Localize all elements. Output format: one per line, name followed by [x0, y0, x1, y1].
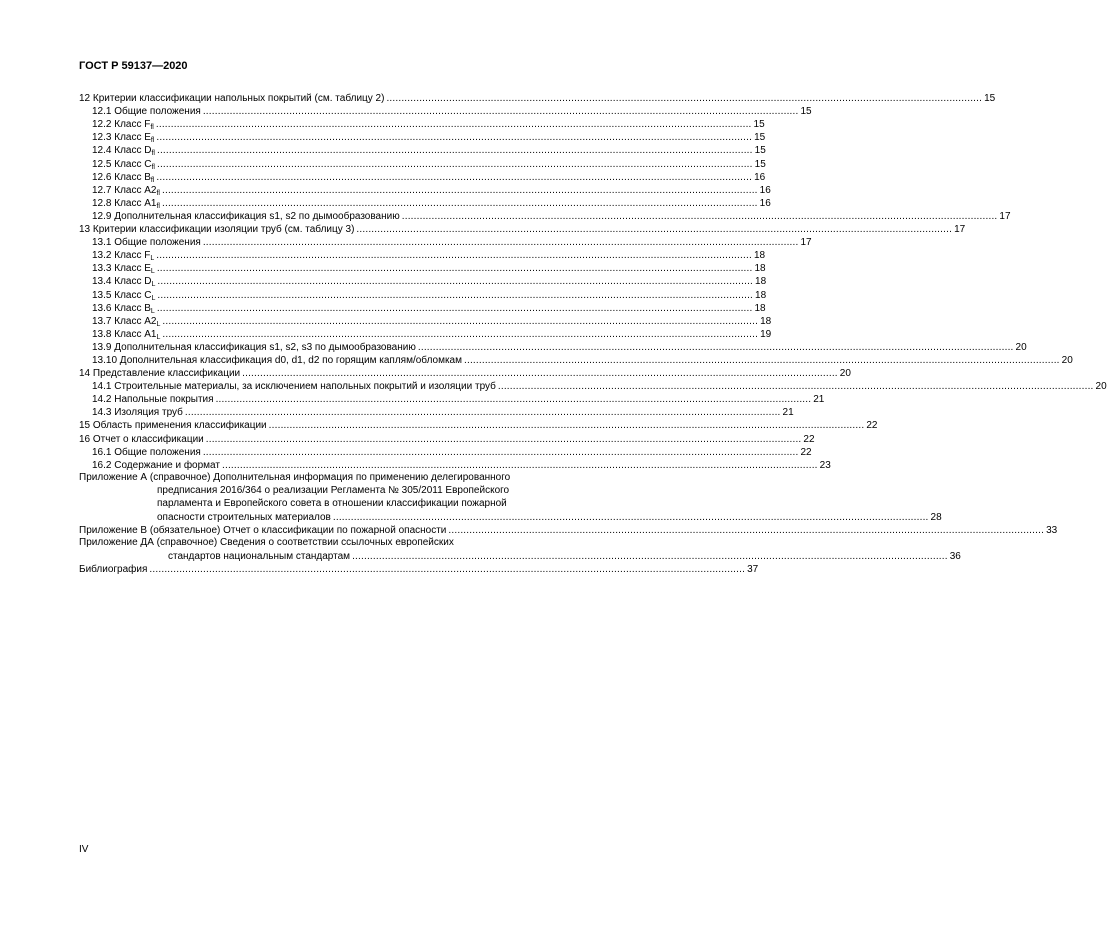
toc-page-number: 18	[754, 263, 766, 275]
toc-entry[interactable]	[79, 419, 878, 432]
dot-leader: ........................................................................................................................................................................................................	[155, 119, 752, 131]
class-subscript: L	[150, 255, 155, 263]
dot-leader: ........................................................................................................................................................................................................	[386, 93, 983, 105]
toc-entry-title: 13.5 Класс C	[92, 289, 152, 301]
toc-page-number: 16	[759, 197, 771, 209]
toc-entry[interactable]	[79, 302, 766, 315]
toc-entry-title: 13.8 Класс A1	[92, 328, 157, 340]
toc-entry[interactable]	[79, 249, 766, 263]
toc-page-number: 20	[1015, 341, 1027, 353]
toc-entry-text	[92, 329, 160, 341]
toc-page-number: 15	[754, 132, 766, 144]
toc-entry-text	[92, 290, 155, 302]
toc-entry[interactable]	[79, 459, 831, 472]
toc-entry[interactable]	[79, 406, 794, 419]
toc-entry-title: 14.1 Строительные материалы, за исключением напольных покрытий и изоляции труб	[92, 381, 496, 393]
toc-page-number: 36	[949, 551, 961, 563]
dot-leader: ........................................................................................................................................................................................................	[184, 407, 781, 419]
toc-page-number: 15	[984, 93, 996, 105]
toc-entry-text	[92, 211, 400, 223]
class-subscript: fl	[151, 150, 155, 158]
toc-entry-text	[92, 303, 155, 315]
toc-page-number: 21	[813, 394, 825, 406]
toc-page-number: 20	[839, 368, 851, 380]
toc-entry-title: 14 Представление классификации	[79, 368, 241, 380]
toc-page-number: 16	[759, 184, 771, 196]
toc-entry-text	[92, 237, 201, 249]
toc-page-number: 23	[819, 459, 831, 471]
toc-entry-text	[79, 368, 240, 380]
toc-entry-title: 13.1 Общие положения	[92, 237, 201, 249]
toc-entry[interactable]	[79, 262, 766, 276]
toc-entry[interactable]	[79, 144, 766, 158]
toc-page-number: 18	[760, 315, 772, 327]
dot-leader: ........................................................................................................................................................................................................	[215, 394, 812, 406]
class-subscript: L	[150, 268, 155, 276]
toc-entry[interactable]	[79, 131, 766, 145]
toc-entry-text	[92, 159, 155, 171]
toc-entry[interactable]	[79, 432, 815, 445]
class-subscript: L	[150, 307, 155, 315]
toc-entry-text	[92, 172, 154, 184]
toc-page-number: 18	[754, 302, 766, 314]
toc-entry-annex-a[interactable]	[79, 471, 942, 524]
toc-entry[interactable]	[79, 446, 812, 459]
toc-entry-title: 12.8 Класс A1	[92, 197, 157, 209]
toc-entry-title: 16.2 Содержание и формат	[92, 459, 220, 471]
toc-entry-text	[92, 263, 155, 275]
toc-page-number: 20	[1061, 354, 1073, 366]
class-subscript: fl	[150, 176, 155, 184]
toc-page-number: 28	[930, 512, 942, 524]
toc-entry[interactable]	[79, 275, 767, 289]
dot-leader: ........................................................................................................................................................................................................	[156, 302, 753, 314]
class-subscript: fl	[156, 202, 160, 210]
toc-entry-annex-da[interactable]	[79, 537, 961, 563]
dot-leader: ........................................................................................................................................................................................................	[162, 328, 759, 340]
toc-entry-text: Приложение В (обязательное) Отчет о классификации по пожарной опасности	[79, 525, 447, 537]
toc-entry-text	[79, 93, 384, 105]
class-subscript: fl	[151, 163, 155, 171]
dot-leader: ........................................................................................................................................................................................................	[156, 158, 753, 170]
toc-entry-title: 12.7 Класс A2	[92, 184, 157, 196]
toc-entry-text	[92, 447, 201, 459]
toc-entry-text	[92, 394, 214, 406]
toc-page-number: 17	[800, 237, 812, 249]
toc-entry-title: 12.1 Общие положения	[92, 106, 201, 118]
toc-entry[interactable]	[79, 393, 825, 406]
toc-entry-text	[92, 316, 160, 328]
dot-leader: ........................................................................................................................................................................................................	[497, 381, 1094, 393]
toc-entry[interactable]	[79, 157, 766, 171]
toc-entry-text	[92, 106, 201, 118]
toc-entry-text: Библиография	[79, 564, 148, 576]
toc-page-number: 17	[999, 210, 1011, 222]
dot-leader: ........................................................................................................................................................................................................	[202, 106, 799, 118]
document-header: ГОСТ Р 59137—2020	[79, 60, 188, 72]
toc-entry[interactable]	[79, 354, 1073, 367]
toc-entry-title: 12.9 Дополнительная классификация s1, s2 по дымообразованию	[92, 210, 400, 222]
toc-entry-text	[92, 132, 154, 144]
toc-page-number: 16	[754, 171, 766, 183]
toc-entry-text	[79, 420, 267, 432]
toc-entry-text	[92, 342, 416, 354]
toc-entry[interactable]	[79, 367, 851, 380]
annex-a-line-3: парламента и Европейского совета в отношении классификации пожарной	[157, 497, 507, 509]
toc-entry[interactable]	[79, 197, 771, 210]
toc-entry-title: 12.6 Класс B	[92, 171, 151, 183]
toc-entry[interactable]	[79, 315, 772, 328]
toc-entry-title: 12.5 Класс C	[92, 158, 152, 170]
dot-leader: ........................................................................................................................................................................................................	[156, 263, 753, 275]
toc-entry-text	[92, 250, 154, 262]
class-subscript: L	[151, 294, 156, 302]
toc-page-number: 20	[1095, 381, 1107, 393]
annex-a-line-1: Приложение А (справочное) Дополнительная информация по применению делегированного	[79, 471, 511, 483]
toc-entry-title: 15 Область применения классификации	[79, 420, 267, 432]
toc-entry[interactable]	[79, 171, 766, 184]
toc-page-number: 15	[800, 106, 812, 118]
dot-leader: ........................................................................................................................................................................................................	[156, 145, 753, 157]
class-subscript: fl	[156, 189, 160, 197]
dot-leader: ........................................................................................................................................................................................................	[221, 459, 818, 471]
annex-a-line-4: опасности строительных материалов	[157, 512, 331, 524]
dot-leader: ........................................................................................................................................................................................................	[162, 315, 759, 327]
toc-page-number: 17	[954, 224, 966, 236]
toc-entry-title: 13.6 Класс B	[92, 302, 151, 314]
page-number-footer: IV	[79, 844, 89, 855]
toc-entry[interactable]	[79, 105, 812, 118]
toc-entry-title: 13.4 Класс D	[92, 276, 152, 288]
dot-leader: ........................................................................................................................................................................................................	[156, 132, 753, 144]
toc-entry-bibliography[interactable]	[79, 563, 759, 576]
dot-leader: ........................................................................................................................................................................................................	[352, 551, 948, 563]
dot-leader: ........................................................................................................................................................................................................	[156, 171, 753, 183]
toc-entry-title: 13 Критерии классификации изоляции труб (см. таблицу 3)	[79, 224, 355, 236]
class-subscript: L	[156, 333, 161, 341]
annex-a-line-2: предписания 2016/364 о реализации Регламента № 305/2011 Европейского	[157, 484, 510, 496]
dot-leader: ........................................................................................................................................................................................................	[401, 210, 998, 222]
toc-page-number: 21	[782, 407, 794, 419]
dot-leader: ........................................................................................................................................................................................................	[463, 354, 1060, 366]
toc-entry-text	[92, 145, 155, 157]
toc-entry-title: 12.4 Класс D	[92, 145, 152, 157]
toc-page-number: 18	[755, 289, 767, 301]
annex-da-line-1: Приложение ДА (справочное) Сведения о соответствии ссылочных европейских	[79, 537, 454, 549]
toc-entry-text	[79, 434, 204, 446]
dot-leader: ........................................................................................................................................................................................................	[202, 446, 799, 458]
toc-entry-annex-b[interactable]	[79, 524, 1058, 537]
dot-leader: ........................................................................................................................................................................................................	[332, 512, 929, 524]
class-subscript: fl	[150, 137, 155, 145]
dot-leader: ........................................................................................................................................................................................................	[356, 224, 953, 236]
toc-page-number: 33	[1046, 525, 1058, 537]
toc-page-number: 15	[753, 119, 765, 131]
toc-entry-title: 14.2 Напольные покрытия	[92, 394, 214, 406]
toc-entry-title: 13.3 Класс E	[92, 263, 151, 275]
toc-entry-title: 12.2 Класс F	[92, 119, 151, 131]
dot-leader: ........................................................................................................................................................................................................	[161, 184, 758, 196]
toc-page-number: 37	[747, 564, 759, 576]
dot-leader: ........................................................................................................................................................................................................	[205, 433, 802, 445]
toc-entry[interactable]	[79, 236, 812, 249]
class-subscript: L	[156, 320, 161, 328]
toc-entry-text	[92, 381, 496, 393]
toc-entry[interactable]	[79, 341, 1027, 354]
toc-entry-text	[92, 119, 154, 131]
annex-da-line-2: стандартов национальным стандартам	[168, 551, 351, 563]
toc-page-number: 18	[753, 250, 766, 262]
toc-page-number: 19	[760, 328, 772, 340]
toc-entry-title: 13.7 Класс A2	[92, 315, 157, 327]
dot-leader: ........................................................................................................................................................................................................	[157, 289, 754, 301]
toc-entry-text	[92, 276, 155, 288]
toc-entry-title: 12 Критерии классификации напольных покрытий (см. таблицу 2)	[79, 93, 385, 105]
toc-entry-text	[92, 407, 183, 419]
dot-leader: ........................................................................................................................................................................................................	[157, 276, 754, 288]
class-subscript: L	[151, 281, 156, 289]
toc-entry-text	[92, 198, 160, 210]
dot-leader: ........................................................................................................................................................................................................	[417, 341, 1014, 353]
class-subscript: fl	[150, 124, 154, 132]
dot-leader: ........................................................................................................................................................................................................	[242, 368, 838, 380]
toc-page-number: 22	[800, 446, 812, 458]
toc-page-number: 22	[803, 433, 815, 445]
toc-entry-text	[92, 460, 220, 472]
table-of-contents	[79, 92, 1107, 576]
toc-entry[interactable]	[79, 184, 771, 197]
toc-entry-title: 16.1 Общие положения	[92, 446, 201, 458]
dot-leader: ........................................................................................................................................................................................................	[448, 525, 1045, 537]
toc-entry-title: 12.3 Класс E	[92, 132, 151, 144]
toc-entry[interactable]	[79, 380, 1107, 393]
toc-entry-title: 14.3 Изоляция труб	[92, 407, 183, 419]
toc-entry[interactable]	[79, 288, 767, 302]
dot-leader: ........................................................................................................................................................................................................	[202, 237, 799, 249]
toc-entry[interactable]	[79, 223, 966, 236]
toc-entry[interactable]	[79, 92, 996, 105]
toc-page-number: 18	[755, 276, 767, 288]
toc-entry[interactable]	[79, 210, 1011, 223]
toc-page-number: 22	[866, 420, 878, 432]
toc-entry-title: 13.2 Класс F	[92, 250, 151, 262]
dot-leader: ........................................................................................................................................................................................................	[161, 197, 758, 209]
toc-page-number: 15	[754, 145, 766, 157]
toc-entry-text	[92, 355, 462, 367]
toc-entry-text	[92, 185, 160, 197]
toc-entry-title: 13.9 Дополнительная классификация s1, s2, s3 по дымообразованию	[92, 341, 416, 353]
dot-leader: ........................................................................................................................................................................................................	[149, 564, 746, 576]
toc-entry-title: 16 Отчет о классификации	[79, 433, 204, 445]
toc-entry[interactable]	[79, 328, 772, 341]
dot-leader: ........................................................................................................................................................................................................	[156, 250, 752, 262]
dot-leader: ........................................................................................................................................................................................................	[268, 420, 865, 432]
toc-page-number: 15	[754, 158, 766, 170]
toc-entry[interactable]	[79, 118, 765, 132]
toc-entry-title: 13.10 Дополнительная классификация d0, d1, d2 по горящим каплям/обломкам	[92, 354, 462, 366]
toc-entry-text	[79, 224, 354, 236]
